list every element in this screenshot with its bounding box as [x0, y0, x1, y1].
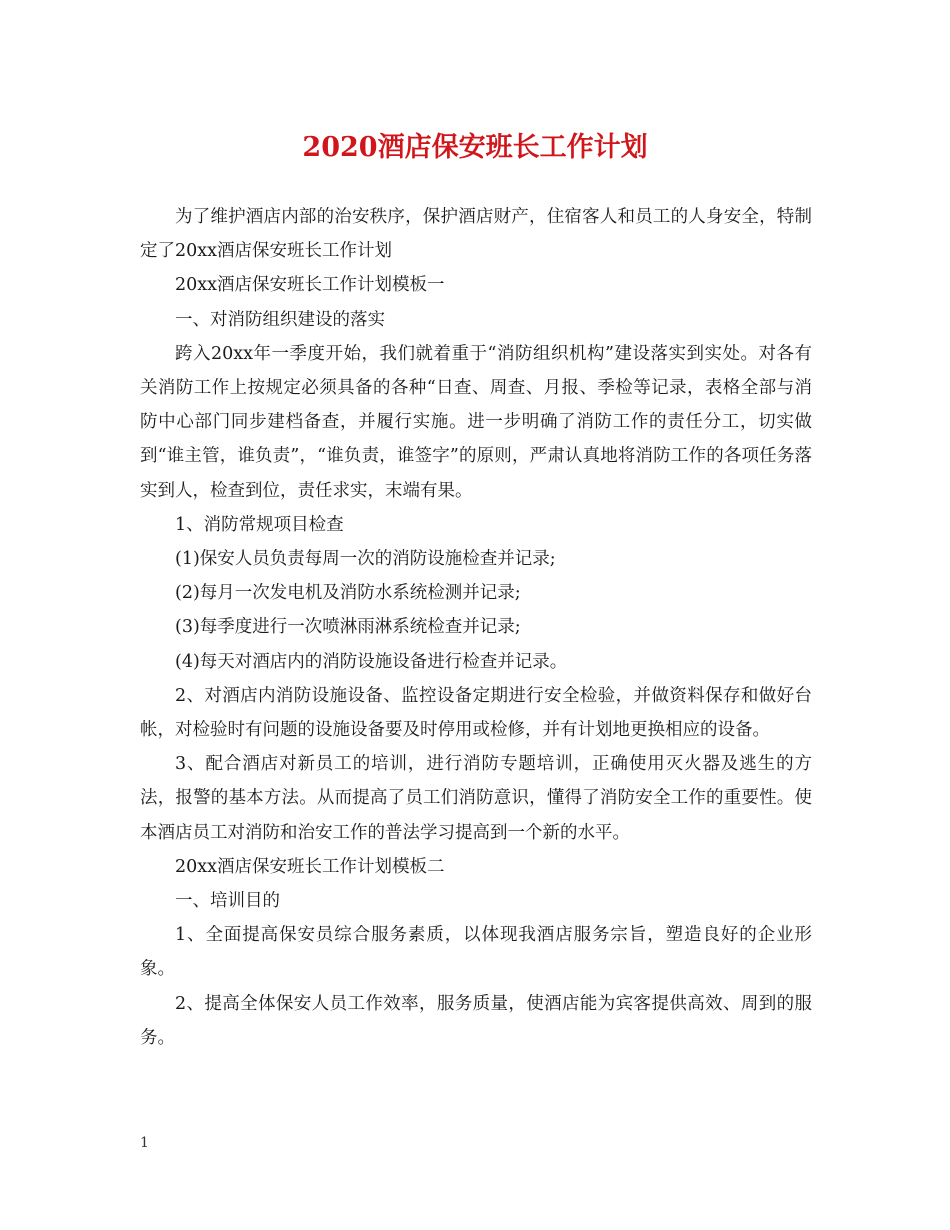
paragraph-template-two-heading: 20xx酒店保安班长工作计划模板二 — [175, 856, 445, 877]
paragraph-inspection-item-3: (3)每季度进行一次喷淋雨淋系统检查并记录; — [175, 617, 521, 638]
paragraph-inspection-item-2: (2)每月一次发电机及消防水系统检测并记录; — [175, 583, 521, 604]
document-body — [140, 200, 812, 1055]
paragraph-training-purpose: 一、培训目的 — [175, 891, 280, 912]
paragraph-equipment-check: 2、对酒店内消防设施设备、监控设备定期进行安全检验，并做资料保存和做好台帐，对检验时有问题的设施设备要及时停用或检修，并有计划地更换相应的设备。 — [140, 685, 812, 741]
document-title: 2020酒店保安班长工作计划 — [302, 132, 648, 163]
paragraph-fire-organization-detail: 跨入20xx年一季度开始，我们就着重于“消防组织机构”建设落实到实处。对各有关消防工作上按规定必须具备的各种“日查、周查、月报、季检等记录，表格全部与消防中心部门同步建档备查，并履行实施。进一步明确了消防工作的责任分工，切实做到“谁主管，谁负责”，“谁负责，谁签字”的原则，严肃认真地将消防工作的各项任务落实到人，检查到位，责任求实，末端有果。 — [140, 343, 812, 501]
paragraph-purpose-item-2: 2、提高全体保安人员工作效率，服务质量，使酒店能为宾客提供高效、周到的服务。 — [140, 993, 812, 1048]
paragraph-template-one-heading: 20xx酒店保安班长工作计划模板一 — [175, 275, 445, 296]
paragraph-routine-inspection: 1、消防常规项目检查 — [175, 514, 344, 535]
paragraph-purpose-item-1: 1、全面提高保安员综合服务素质，以体现我酒店服务宗旨，塑造良好的企业形象。 — [140, 925, 812, 980]
paragraph-staff-training: 3、配合酒店对新员工的培训，进行消防专题培训，正确使用灭火器及逃生的方法，报警的基本方法。从而提高了员工们消防意识，懂得了消防安全工作的重要性。使本酒店员工对消防和治安工作的普法学习提高到一个新的水平。 — [140, 754, 812, 843]
paragraph-intro: 为了维护酒店内部的治安秩序，保护酒店财产，住宿客人和员工的人身安全，特制定了20xx酒店保安班长工作计划 — [140, 207, 812, 262]
paragraph-section-fire-organization: 一、对消防组织建设的落实 — [175, 309, 385, 330]
paragraph-inspection-item-1: (1)保安人员负责每周一次的消防设施检查并记录; — [175, 549, 556, 570]
page-number: 1 — [140, 1135, 149, 1151]
paragraph-inspection-item-4: (4)每天对酒店内的消防设施设备进行检查并记录。 — [175, 651, 568, 672]
